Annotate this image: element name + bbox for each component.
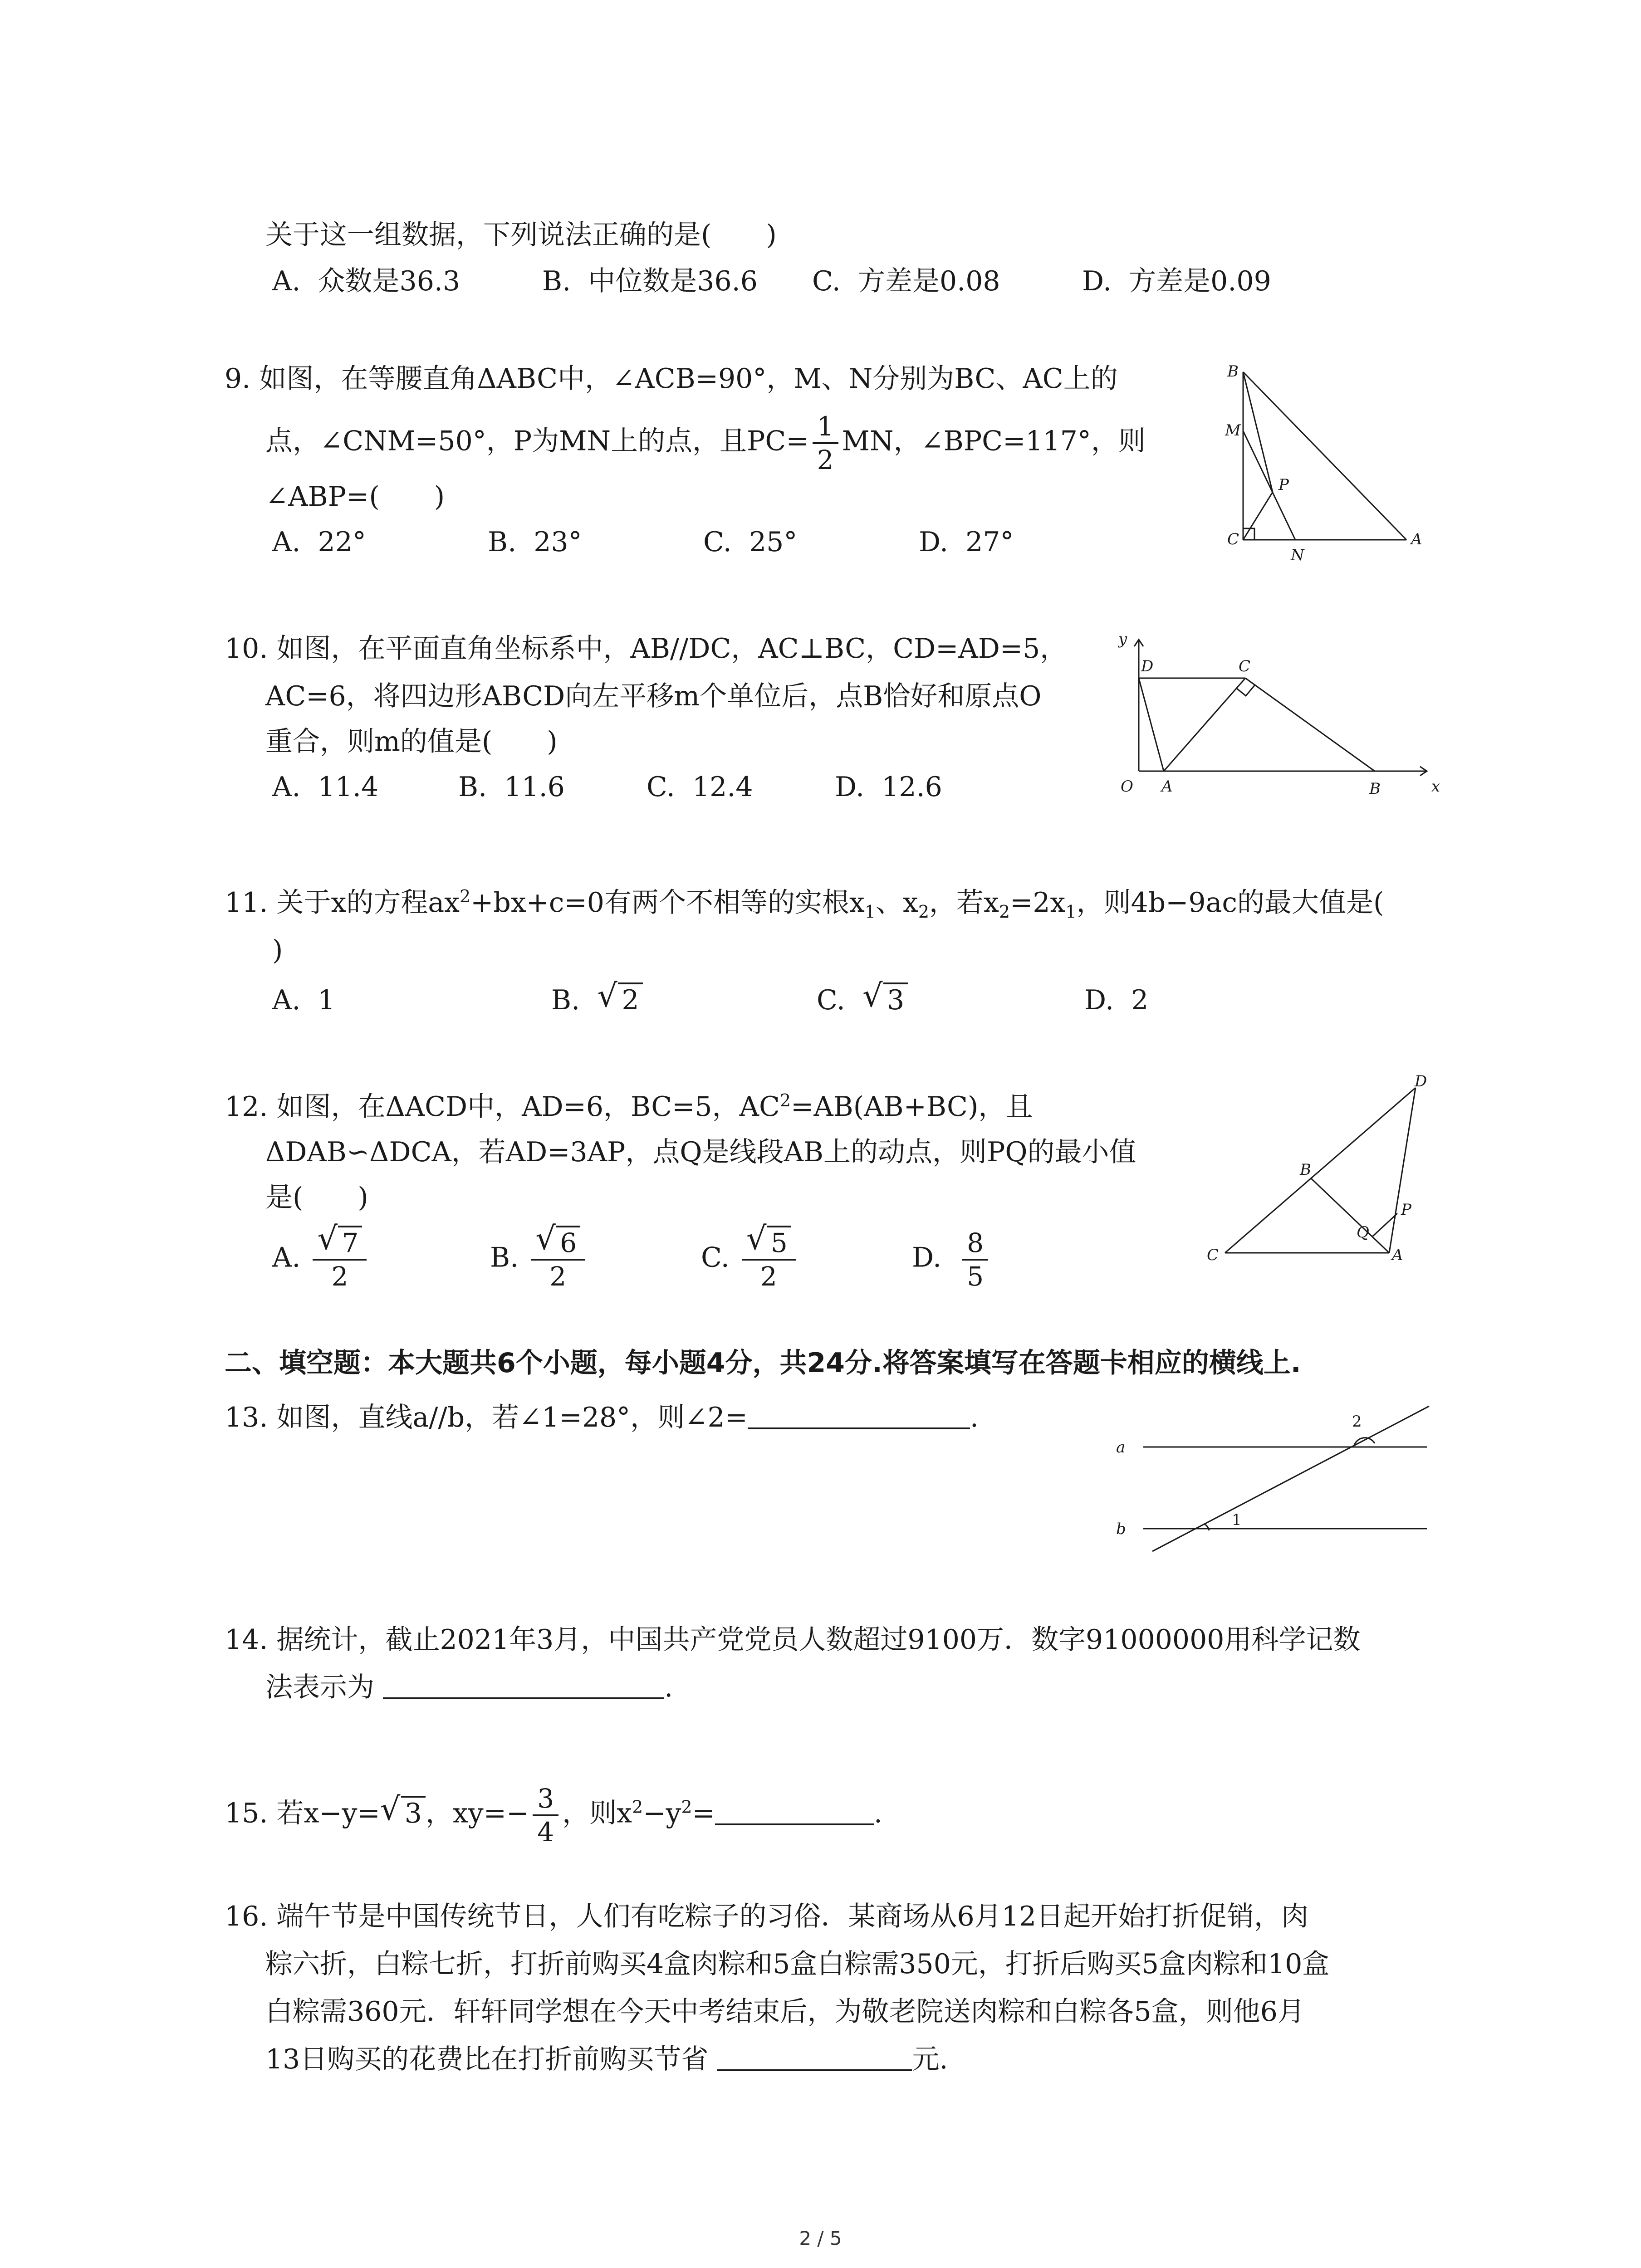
q12-option-c-label: C. (701, 1242, 730, 1274)
q12-option-d-num: 8 (962, 1227, 988, 1261)
q10-label-c: C (1239, 657, 1251, 675)
q11-sub-2a: 2 (918, 902, 930, 922)
q11-option-c-radicand: 3 (883, 982, 908, 1016)
q11-text-e: =2x (1010, 887, 1066, 919)
q14-line1: 14. 据统计，截止2021年3月，中国共产党党员人数超过9100万．数字91000000用科学记数 (225, 1624, 1361, 1656)
q9-label-c: C (1227, 530, 1239, 548)
q13-label-b: b (1116, 1520, 1126, 1538)
q9-figure (1207, 354, 1452, 572)
q10-option-c: C. 12.4 (647, 771, 753, 803)
q11-option-d: D. 2 (1084, 984, 1149, 1016)
q12-option-d-label: D. (912, 1242, 942, 1274)
q9-label-a: A (1411, 530, 1422, 548)
q12-option-d-den: 5 (967, 1261, 984, 1292)
q10-figure (1107, 631, 1452, 807)
q8-option-b: B. 中位数是36.6 (542, 265, 758, 297)
q11-option-c-sqrt: √ 3 (862, 982, 908, 1018)
q10-option-a: A. 11.4 (272, 771, 379, 803)
q9-line2-a: 点，∠CNM=50°，P为MN上的点，且PC= (265, 425, 809, 457)
q12-text-b: =AB(AB+BC)，且 (791, 1091, 1033, 1123)
q9-option-c: C. 25° (703, 526, 798, 558)
q11-text-d: ，若x (929, 887, 999, 919)
q8-option-d: D. 方差是0.09 (1082, 265, 1271, 297)
q11-option-b-label: B. (551, 984, 580, 1016)
q10-line1: 10. 如图，在平面直角坐标系中，AB//DC，AC⊥BC，CD=AD=5， (225, 633, 1068, 665)
q12-option-d (912, 1227, 992, 1292)
q8-stem: 关于这一组数据，下列说法正确的是( ) (265, 219, 777, 251)
q11-sub-1a: 1 (864, 902, 876, 922)
q9-line3: ∠ABP=( ) (265, 481, 445, 513)
q13-figure (1107, 1393, 1479, 1565)
q11-text-b: +bx+c=0有两个不相等的实根x (470, 887, 865, 919)
q16-line1: 16. 端午节是中国传统节日，人们有吃粽子的习俗．某商场从6月12日起开始打折促销，肉 (225, 1901, 1309, 1932)
q9-option-b: B. 23° (488, 526, 582, 558)
q13-answer-blank[interactable] (748, 1400, 970, 1429)
q15-sup-x: 2 (632, 1797, 643, 1817)
q13-line (225, 1399, 979, 1436)
q10-line3: 重合，则m的值是( ) (265, 726, 558, 758)
q9-label-n: N (1291, 546, 1304, 564)
q15-sqrt: √ 3 (380, 1795, 426, 1832)
q9-line2-b: MN，∠BPC=117°，则 (842, 425, 1146, 457)
q11-option-b (551, 977, 643, 1018)
q10-label-y: y (1118, 631, 1127, 648)
q16-line4-text: 13日购买的花费比在打折前购买节省 (265, 2043, 709, 2075)
q12-label-a: A (1392, 1246, 1403, 1264)
q11-text-a: 11. 关于x的方程ax (225, 887, 460, 919)
q13-text: 13. 如图，直线a//b，若∠1=28°，则∠2= (225, 1402, 748, 1433)
q9-option-a: A. 22° (272, 526, 366, 558)
q9-option-d: D. 27° (919, 526, 1014, 558)
q12-line2: ΔDAB∽ΔDCA，若AD=3AP，点Q是线段AB上的动点，则PQ的最小值 (265, 1136, 1136, 1168)
q11-sup: 2 (459, 886, 471, 906)
q12-option-c-radicand: 5 (767, 1226, 791, 1258)
q11-option-c-label: C. (817, 984, 845, 1016)
q10-label-d: D (1141, 657, 1154, 675)
q12-line3: 是( ) (265, 1182, 368, 1213)
q11-option-b-radicand: 2 (618, 982, 642, 1016)
q15-text-b: ，xy=− (425, 1797, 529, 1829)
q9-line1: 9. 如图，在等腰直角ΔABC中，∠ACB=90°，M、N分别为BC、AC上的 (225, 363, 1118, 395)
q12-option-d-frac (962, 1227, 988, 1292)
q12-sup: 2 (779, 1090, 791, 1110)
q11-text-f: ，则4b−9ac的最大值是( (1076, 887, 1384, 919)
q15-text-a: 15. 若x−y= (225, 1797, 380, 1829)
q15-radicand: 3 (401, 1796, 426, 1829)
q12-option-a (272, 1220, 370, 1292)
q16-line4 (265, 2041, 948, 2077)
q10-option-d: D. 12.6 (835, 771, 942, 803)
q11-text-c: 、x (876, 887, 918, 919)
q10-label-o: O (1121, 777, 1133, 796)
q15-line (225, 1783, 882, 1848)
q12-label-p: P (1401, 1201, 1411, 1219)
q12-option-a-radicand: 7 (338, 1226, 362, 1258)
q9-line2 (265, 411, 1146, 476)
q10-label-x: x (1431, 777, 1440, 796)
q10-label-b: B (1369, 780, 1381, 798)
q13-label-2: 2 (1352, 1413, 1362, 1431)
q10-line2: AC=6，将四边形ABCD向左平移m个单位后，点B恰好和原点O (265, 680, 1042, 712)
q9-label-b: B (1227, 362, 1239, 381)
q16-end: 元. (912, 2043, 948, 2075)
q16-line3: 白粽需360元．轩轩同学想在今天中考结束后，为敬老院送肉粽和白粽各5盒，则他6月 (265, 1996, 1305, 2028)
q8-option-c: C. 方差是0.08 (812, 265, 1000, 297)
q12-option-c (701, 1220, 799, 1292)
q12-option-b-den: 2 (549, 1261, 567, 1292)
q13-label-a: a (1116, 1438, 1126, 1457)
q12-figure (1198, 1075, 1479, 1266)
q11-option-c (817, 977, 908, 1018)
q11-line2: ) (272, 934, 283, 966)
q10-option-b: B. 11.6 (458, 771, 565, 803)
q12-option-b-frac: √ 6 2 (531, 1227, 585, 1292)
q14-answer-blank[interactable] (383, 1670, 664, 1699)
q13-label-1: 1 (1232, 1511, 1242, 1529)
q13-end: . (970, 1402, 979, 1433)
q12-option-c-frac: √ 5 2 (742, 1227, 796, 1292)
q15-text-d: −y (643, 1797, 681, 1829)
q16-line2: 粽六折，白粽七折，打折前购买4盒肉粽和5盒白粽需350元，打折后购买5盒肉粽和10盒 (265, 1948, 1330, 1980)
q14-end: . (664, 1672, 673, 1703)
q8-option-a: A. 众数是36.3 (272, 265, 460, 297)
q15-fraction (533, 1783, 558, 1848)
q12-option-b-radicand: 6 (556, 1226, 580, 1258)
q9-frac-den: 2 (817, 445, 834, 475)
q9-label-p: P (1279, 476, 1289, 494)
q12-line1 (225, 1089, 1033, 1125)
q15-frac-den: 4 (537, 1817, 554, 1848)
q14-line2 (265, 1669, 673, 1706)
q12-label-c: C (1207, 1246, 1219, 1264)
q12-option-a-label: A. (272, 1242, 301, 1274)
q11-line1 (225, 885, 1384, 921)
page-number: 2 / 5 (799, 2227, 842, 2249)
q11-option-b-sqrt: √ 2 (597, 982, 642, 1018)
q15-end: . (873, 1797, 882, 1829)
q12-label-d: D (1415, 1075, 1427, 1090)
q15-text-c: ，则x (562, 1797, 632, 1829)
q12-label-q: Q (1357, 1223, 1369, 1242)
q11-sub-2b: 2 (999, 902, 1010, 922)
q12-option-a-den: 2 (331, 1261, 348, 1292)
section2-title: 二、填空题：本大题共6个小题，每小题4分，共24分.将答案填写在答题卡相应的横线上. (225, 1347, 1301, 1379)
q16-answer-blank[interactable] (717, 2042, 912, 2071)
q12-option-b-label: B. (490, 1242, 519, 1274)
q11-option-a: A. 1 (272, 984, 335, 1016)
q15-answer-blank[interactable] (715, 1796, 874, 1825)
q12-option-a-frac: √ 7 2 (313, 1227, 367, 1292)
q11-sub-1b: 1 (1065, 902, 1077, 922)
q15-text-e: = (692, 1797, 715, 1829)
q12-label-b: B (1300, 1161, 1311, 1179)
q9-label-m: M (1225, 421, 1241, 440)
q12-option-b (490, 1220, 588, 1292)
q9-fraction (813, 411, 838, 476)
q12-text-a: 12. 如图，在ΔACD中，AD=6，BC=5，AC (225, 1091, 780, 1123)
q15-sup-y: 2 (681, 1797, 692, 1817)
q10-label-a: A (1161, 777, 1173, 796)
q14-line2-text: 法表示为 (265, 1672, 374, 1703)
q12-option-c-den: 2 (760, 1261, 777, 1292)
q15-frac-num: 3 (533, 1783, 558, 1816)
q9-frac-num: 1 (813, 411, 838, 444)
